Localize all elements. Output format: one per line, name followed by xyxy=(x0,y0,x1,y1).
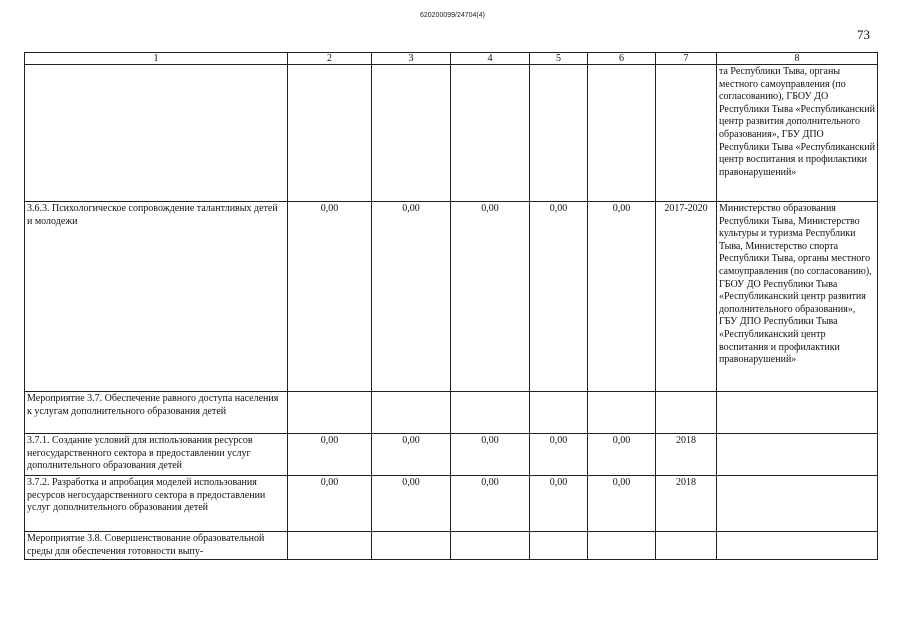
value-cell xyxy=(288,65,372,202)
value-cell: 0,00 xyxy=(288,476,372,532)
value-cell: 0,00 xyxy=(588,202,656,392)
value-cell xyxy=(372,392,451,434)
header-cell: 1 xyxy=(25,53,288,65)
value-cell: 0,00 xyxy=(530,202,588,392)
value-cell: 0,00 xyxy=(530,476,588,532)
header-cell: 8 xyxy=(717,53,878,65)
value-cell: 0,00 xyxy=(288,434,372,476)
value-cell: 0,00 xyxy=(288,202,372,392)
value-cell: 0,00 xyxy=(372,202,451,392)
year-cell: 2018 xyxy=(656,476,717,532)
value-cell xyxy=(588,392,656,434)
value-cell: 0,00 xyxy=(588,434,656,476)
value-cell xyxy=(288,392,372,434)
header-cell: 2 xyxy=(288,53,372,65)
table-row xyxy=(25,476,878,532)
responsible-cell xyxy=(717,392,878,434)
value-cell xyxy=(451,532,530,560)
activity-name-cell xyxy=(25,65,288,202)
value-cell xyxy=(372,532,451,560)
header-cell: 6 xyxy=(588,53,656,65)
table-row xyxy=(25,392,878,434)
responsible-cell xyxy=(717,434,878,476)
value-cell xyxy=(530,392,588,434)
table-row xyxy=(25,434,878,476)
value-cell xyxy=(288,532,372,560)
value-cell xyxy=(588,532,656,560)
value-cell xyxy=(451,65,530,202)
value-cell xyxy=(530,532,588,560)
page-number: 73 xyxy=(857,27,870,42)
value-cell: 0,00 xyxy=(372,434,451,476)
value-cell: 0,00 xyxy=(530,434,588,476)
value-cell: 0,00 xyxy=(372,476,451,532)
activity-name-cell: 3.7.1. Создание условий для использования ресурсов негосударственного сектора в предоставлении услуг дополнительного образования детей xyxy=(25,434,288,476)
value-cell: 0,00 xyxy=(451,434,530,476)
value-cell xyxy=(372,65,451,202)
table-row xyxy=(25,532,878,560)
year-cell: 2018 xyxy=(656,434,717,476)
value-cell: 0,00 xyxy=(451,202,530,392)
value-cell xyxy=(451,392,530,434)
table-row xyxy=(25,65,878,202)
value-cell xyxy=(588,65,656,202)
year-cell xyxy=(656,65,717,202)
activity-name-cell: Мероприятие 3.7. Обеспечение равного доступа населения к услугам дополнительного образования детей xyxy=(25,392,288,434)
header-row xyxy=(25,53,878,65)
responsible-cell xyxy=(717,476,878,532)
year-cell xyxy=(656,392,717,434)
activity-name-cell: Мероприятие 3.8. Совершенствование образовательной среды для обеспечения готовности выпу- xyxy=(25,532,288,560)
program-table xyxy=(24,52,878,560)
document-id: 620200099/24704(4) xyxy=(419,12,485,19)
table-row xyxy=(25,202,878,392)
value-cell xyxy=(530,65,588,202)
responsible-cell: Министерство образования Республики Тыва, Министерство культуры и туризма Республики Тыва, Министерство спорта Республики Тыва, органы местного самоуправления (по согласованию), ГБОУ ДО Республики Тыва «Республиканский центр развития дополнительного образования», ГБУ ДПО Республики Тыва «Республиканский центр воспитания и профилактики правонарушений» xyxy=(717,202,878,392)
header-cell: 5 xyxy=(530,53,588,65)
activity-name-cell: 3.7.2. Разработка и апробация моделей использования ресурсов негосударственного сектора в предоставлении услуг дополнительного образования детей xyxy=(25,476,288,532)
value-cell: 0,00 xyxy=(588,476,656,532)
header-cell: 7 xyxy=(656,53,717,65)
header-cell: 3 xyxy=(372,53,451,65)
value-cell: 0,00 xyxy=(451,476,530,532)
activity-name-cell: 3.6.3. Психологическое сопровождение талантливых детей и молодежи xyxy=(25,202,288,392)
responsible-cell xyxy=(717,532,878,560)
responsible-cell: та Республики Тыва, органы местного самоуправления (по согласованию), ГБОУ ДО Республики Тыва «Республиканский центр развития дополнительного образования», ГБУ ДПО Республики Тыва «Республиканский центр воспитания и профилактики правонарушений» xyxy=(717,65,878,202)
year-cell xyxy=(656,532,717,560)
year-cell: 2017-2020 xyxy=(656,202,717,392)
header-cell: 4 xyxy=(451,53,530,65)
